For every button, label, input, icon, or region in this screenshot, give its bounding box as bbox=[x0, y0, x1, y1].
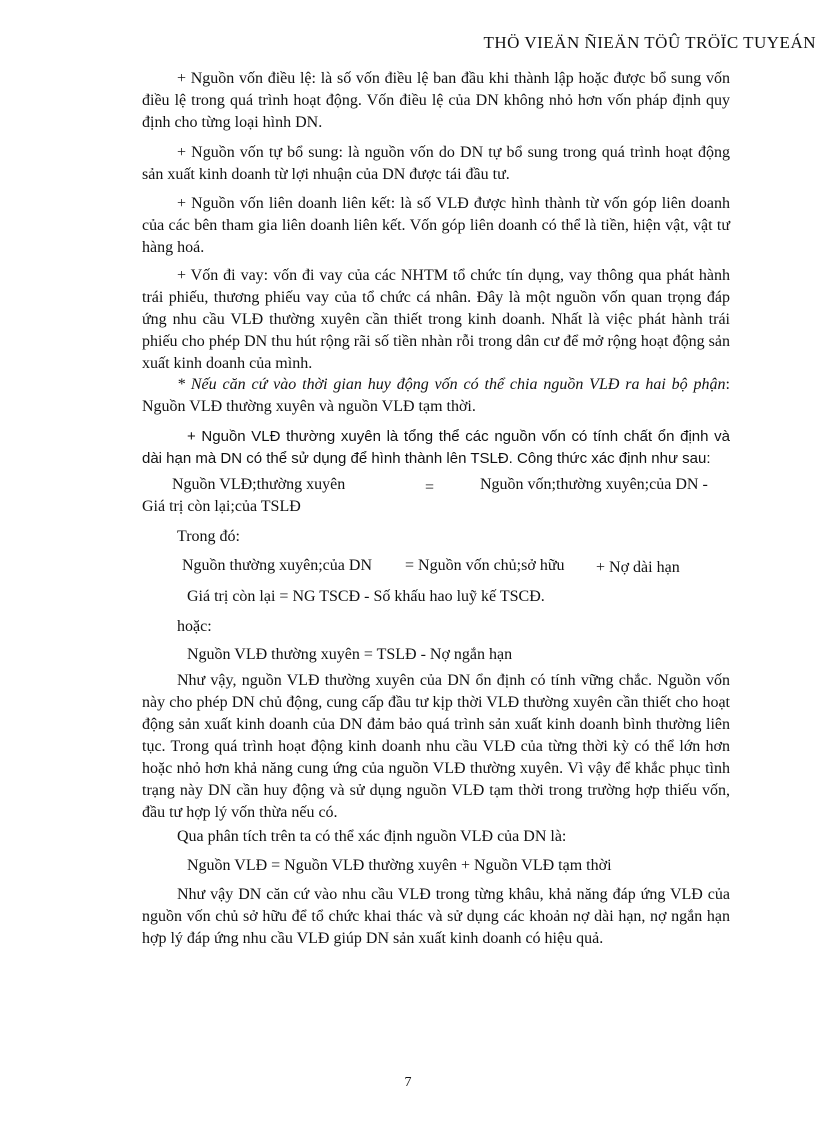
formula2-left: Nguồn thường xuyên;của DN bbox=[182, 557, 372, 574]
paragraph-time-classification bbox=[142, 374, 730, 418]
paragraph-self-supplemented-capital: + Nguồn vốn tự bổ sung: là nguồn vốn do DN tự bổ sung trong quá trình hoạt động sản xuất kinh doanh từ lợi nhuận của DN được tái đầu tư. bbox=[142, 144, 730, 183]
italic-lead: * Nếu căn cứ vào thời gian huy động vốn có thể chia nguồn VLĐ ra hai bộ phận bbox=[177, 376, 726, 393]
paragraph-charter-capital: + Nguồn vốn điều lệ: là số vốn điều lệ ban đầu khi thành lập hoặc được bổ sung vốn điều lệ trong quá trình hoạt động. Vốn điều lệ của DN không nhỏ hơn vốn pháp định quy định cho từng loại hình DN. bbox=[142, 70, 730, 131]
paragraph-joint-venture-capital: + Nguồn vốn liên doanh liên kết: là số VLĐ được hình thành từ vốn góp liên doanh của các bên tham gia liên doanh liên kết. Vốn góp liên doanh có thể là tiền, hiện vật, vật tư hàng hoá. bbox=[142, 195, 730, 256]
formula1-left: Nguồn VLĐ;thường xuyên bbox=[172, 476, 346, 493]
paragraph-summary: Như vậy, nguồn VLĐ thường xuyên của DN ổn định có tính vững chắc. Nguồn vốn này cho phép DN chủ động, cung cấp đầu tư kịp thời VLĐ thường xuyên cần thiết cho hoạt động sản xuất kinh doanh của DN đảm bảo quá trình sản xuất kinh doanh bình thường liên tục. Trong quá trình hoạt động kinh doanh nhu cầu VLĐ của từng thời kỳ có thể lớn hơn hoặc nhỏ hơn khả năng cung ứng của nguồn VLĐ thường xuyên. Vì vậy để khắc phục tình trạng này DN cần huy động và sử dụng nguồn VLĐ tạm thời trong trường hợp thiếu vốn, đầu tư hợp lý vốn thừa nếu có. bbox=[142, 672, 730, 821]
paragraph-permanent-source: + Nguồn VLĐ thường xuyên là tổng thể các nguồn vốn có tính chất ổn định và dài hạn mà DN có thể sử dụng để hình thành lên TSLĐ. Công thức xác định như sau: bbox=[142, 428, 730, 467]
paragraph-closing: Như vậy DN căn cứ vào nhu cầu VLĐ trong từng khâu, khả năng đáp ứng VLĐ của nguồn vốn chủ sở hữu để tổ chức khai thác và sử dụng các khoản nợ dài hạn, nợ ngắn hạn hợp lý đáp ứng nhu cầu VLĐ giúp DN sản xuất kinh doanh có hiệu quả. bbox=[142, 886, 730, 947]
formula2-middle: = Nguồn vốn chủ;sở hữu bbox=[405, 557, 565, 574]
analysis-line: Qua phân tích trên ta có thể xác định nguồn VLĐ của DN là: bbox=[177, 828, 567, 845]
formula5: Nguồn VLĐ = Nguồn VLĐ thường xuyên + Nguồn VLĐ tạm thời bbox=[187, 857, 612, 874]
formula1-continuation: Giá trị còn lại;của TSLĐ bbox=[142, 498, 301, 515]
paragraph-borrowed-capital: + Vốn đi vay: vốn đi vay của các NHTM tổ chức tín dụng, vay thông qua phát hành trái phiếu, thương phiếu vay của tổ chức cá nhân. Đây là một nguồn vốn quan trọng đáp ứng nhu cầu VLĐ thường xuyên cần thiết trong kinh doanh. Nhất là việc phát hành trái phiếu cho phép DN thu hút rộng rãi số tiền nhàn rỗi trong dân cư để mở rộng hoạt động sản xuất kinh doanh của mình. bbox=[142, 267, 730, 372]
hoac-label: hoặc: bbox=[177, 618, 212, 635]
formula2-right: + Nợ dài hạn bbox=[596, 559, 680, 576]
trong-do-label: Trong đó: bbox=[177, 528, 240, 545]
formula4: Nguồn VLĐ thường xuyên = TSLĐ - Nợ ngắn hạn bbox=[187, 646, 513, 663]
formula1-right: Nguồn vốn;thường xuyên;của DN - bbox=[480, 476, 708, 493]
page-number: 7 bbox=[404, 1075, 412, 1090]
time-section-rest: : Nguồn VLĐ thường xuyên và nguồn VLĐ tạm thời. bbox=[142, 376, 730, 415]
formula1-equals: = bbox=[425, 479, 435, 496]
page-header-title: THÖ VIEÄN ÑIEÄN TÖÛ TRÖÏC TUYEÁN bbox=[483, 33, 816, 52]
formula3: Giá trị còn lại = NG TSCĐ - Số khấu hao luỹ kế TSCĐ. bbox=[187, 588, 545, 605]
